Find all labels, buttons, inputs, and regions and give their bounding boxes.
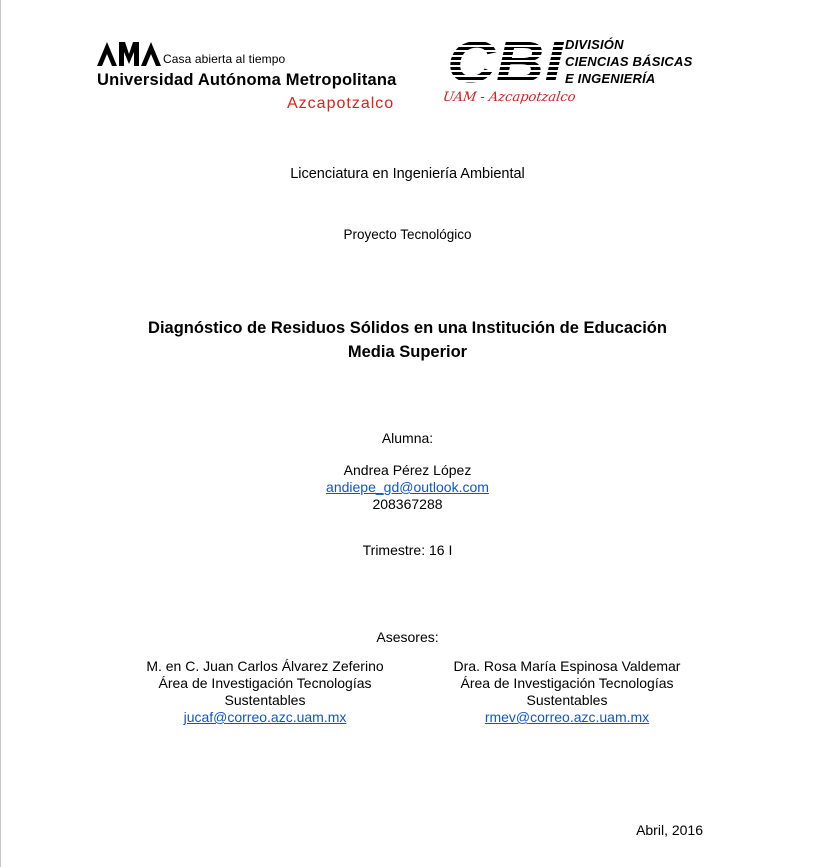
advisor-area: Área de Investigación Tecnologías (158, 675, 372, 691)
advisors-label: Asesores: (376, 629, 439, 645)
uam-tagline: Casa abierta al tiempo (163, 52, 286, 66)
title-line: Media Superior (347, 343, 468, 361)
advisor-area: Sustentables (526, 692, 608, 708)
student-email-link[interactable]: andiepe_gd@outlook.com (326, 479, 489, 495)
student-info (0, 462, 815, 513)
student-id: 208367288 (372, 496, 443, 512)
advisor-name: M. en C. Juan Carlos Álvarez Zeferino (146, 658, 384, 674)
advisor-area: Área de Investigación Tecnologías (460, 675, 674, 691)
uam-symbol-icon (97, 40, 161, 68)
student-label: Alumna: (381, 430, 434, 446)
career-name: Licenciatura en Ingeniería Ambiental (290, 166, 525, 182)
title-line: Diagnóstico de Residuos Sólidos en una Institución de Educación (148, 319, 667, 337)
cbi-letters: CBI (447, 32, 566, 90)
advisor-name: Dra. Rosa María Espinosa Valdemar (453, 658, 681, 674)
advisor-area: Sustentables (224, 692, 306, 708)
cbi-division-line: CIENCIAS BÁSICAS (565, 54, 693, 69)
advisor-block (115, 658, 415, 726)
student-name: Andrea Pérez López (343, 462, 472, 478)
cbi-division-line: DIVISIÓN (565, 37, 624, 52)
project-type: Proyecto Tecnológico (343, 227, 472, 242)
cbi-division-text (565, 36, 692, 87)
advisor-email-link[interactable]: jucaf@correo.azc.uam.mx (183, 709, 347, 725)
advisor-email-link[interactable]: rmev@correo.azc.uam.mx (484, 709, 650, 725)
document-title (0, 316, 815, 364)
advisor-block (417, 658, 717, 726)
document-date: Abril, 2016 (636, 822, 703, 838)
cbi-campus: UAM - Azcapotzalco (441, 90, 577, 105)
uam-logo (97, 40, 417, 120)
cbi-logo (443, 32, 703, 112)
trimester: Trimestre: 16 I (362, 542, 453, 558)
cbi-division-line: E INGENIERÍA (565, 71, 656, 86)
uam-campus: Azcapotzalco (287, 95, 395, 112)
uam-name: Universidad Autónoma Metropolitana (97, 71, 397, 89)
cbi-wordmark (443, 32, 568, 90)
